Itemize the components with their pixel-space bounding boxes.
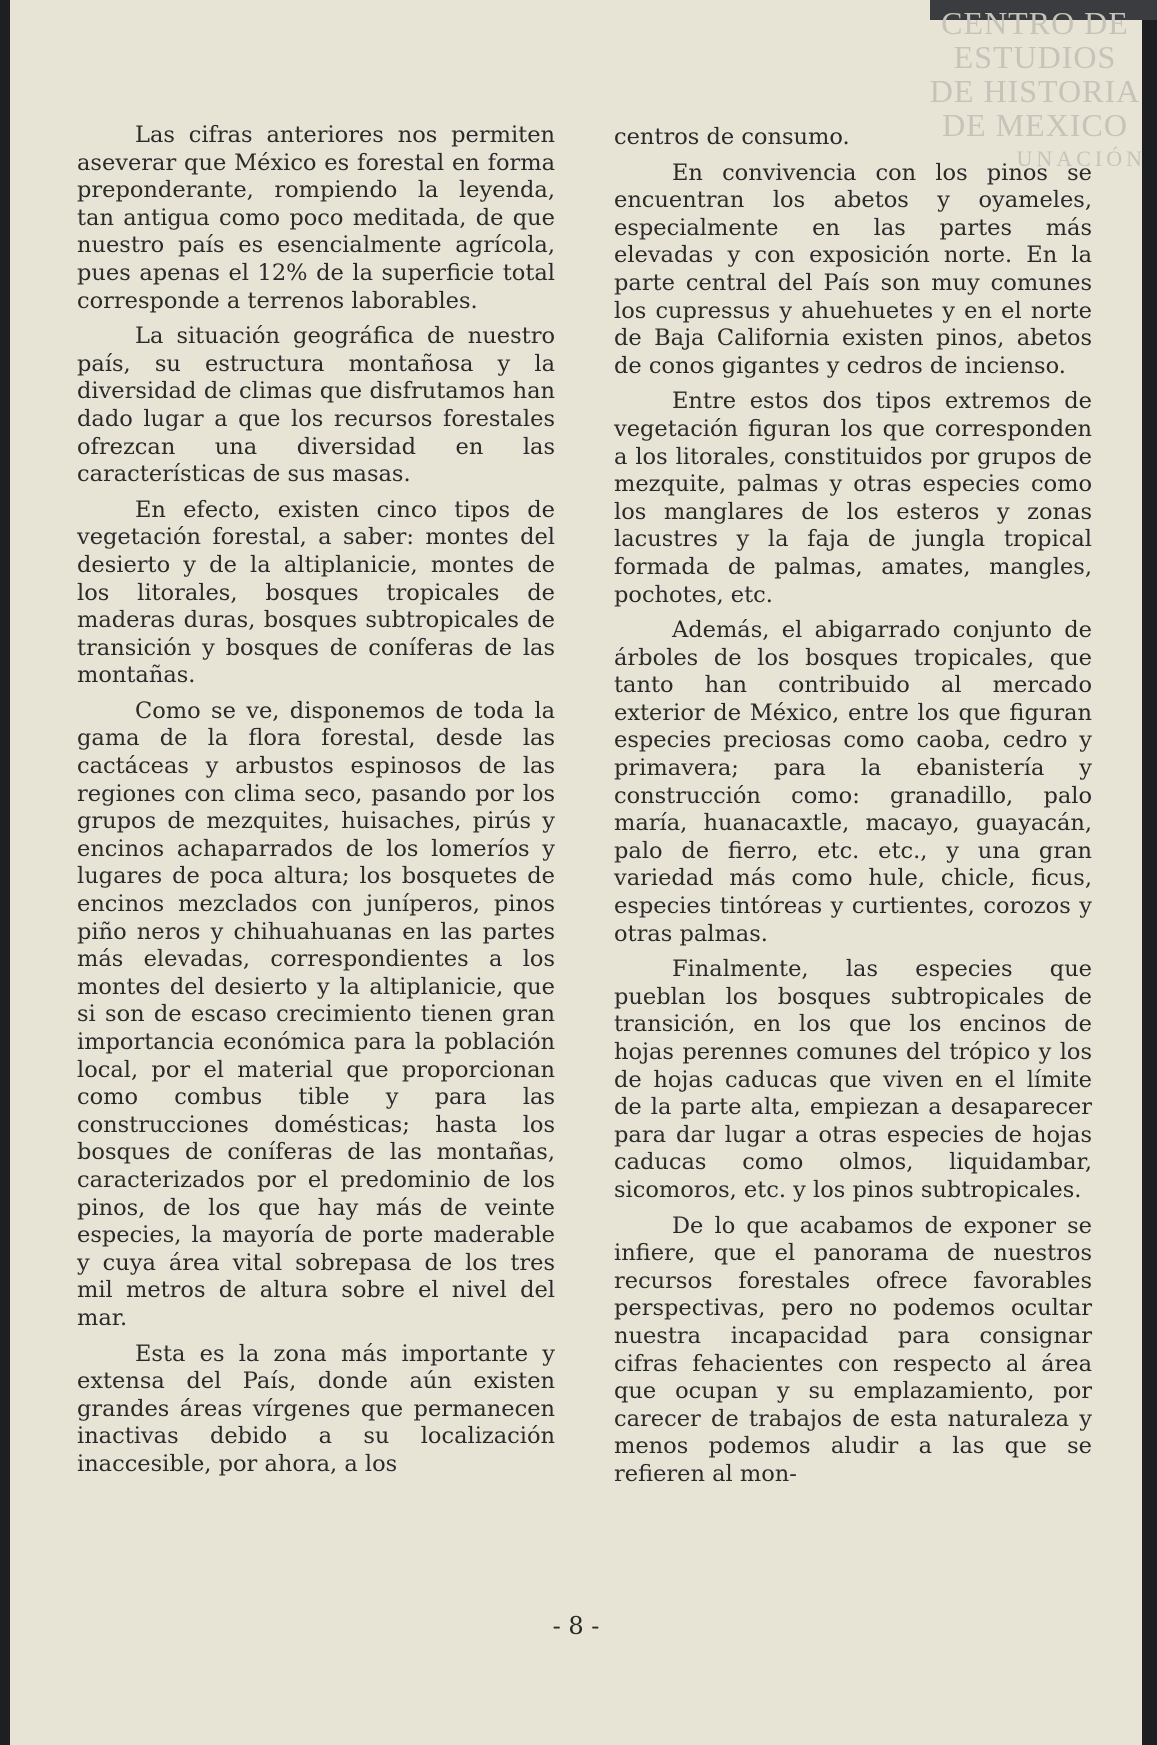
paragraph-continuation: centros de consumo. bbox=[614, 124, 850, 150]
paragraph: Esta es la zona más importante y extensa del País, donde aún existen grandes áreas vírgenes que permanecen inactivas debido a su localización inaccesible, por ahora, a los bbox=[77, 1340, 555, 1477]
paragraph: En convivencia con los pinos se encuentran los abetos y oyameles, especialmente en las partes más elevadas y con exposición norte. En la parte central del País son muy comunes los cupressus y ahuehuetes y en el norte de Baja California existen pinos, abetos de conos gigantes y cedros de incienso. bbox=[614, 159, 1092, 379]
watermark-line: UNACIÓN bbox=[1016, 146, 1146, 171]
paragraph: Las cifras anteriores nos permiten aseverar que México es forestal en forma preponderante, rompiendo la leyenda, tan antigua como poco meditada, de que nuestro país es esencialmente agrícola, pues apenas el 12% de la superficie total corresponde a terrenos laborables. bbox=[77, 122, 555, 314]
paragraph: Entre estos dos tipos extremos de vegetación figuran los que corresponden a los litorales, constituidos por grupos de mezquite, palmas y otras especies como los manglares de los esteros y zonas lacustres y la faja de jungla tropical formada de palmas, amates, mangles, pochotes, etc. bbox=[614, 388, 1092, 608]
paragraph: La situación geográfica de nuestro país, su estructura montañosa y la diversidad de climas que disfrutamos han dado lugar a que los recursos forestales ofrezcan una diversidad en las características de sus masas. bbox=[77, 323, 555, 488]
watermark-line: DE HISTORIA bbox=[929, 73, 1141, 109]
document-page bbox=[10, 0, 1146, 1745]
watermark-line: CENTRO DE bbox=[941, 5, 1129, 41]
paragraph: De lo que acabamos de exponer se infiere, que el panorama de nuestros recursos forestales ofrece favorables perspectivas, pero no podemos ocultar nuestra incapacidad para consignar cifras fehacientes con respecto al área que ocupan y su emplazamiento, por carecer de trabajos de esta naturaleza y menos podemos aludir a las que se refieren al mon- bbox=[614, 1212, 1092, 1487]
watermark-line: DE MEXICO bbox=[942, 107, 1128, 143]
paragraph: Finalmente, las especies que pueblan los bosques subtropicales de transición, en los que los encinos de hojas perennes comunes del trópico y los de hojas caducas que viven en el límite de la parte alta, empiezan a desaparecer para dar lugar a otras especies de hojas caducas como olmos, liquidambar, sicomoros, etc. y los pinos subtropicales. bbox=[614, 956, 1092, 1203]
paragraph: Además, el abigarrado conjunto de árboles de los bosques tropicales, que tanto han contribuido al mercado exterior de México, entre los que figuran especies preciosas como caoba, cedro y primavera; para la ebanistería y construcción como: granadillo, palo maría, huanacaxtle, macayo, guayacán, palo de fierro, etc. etc., y una gran variedad más como hule, chicle, ficus, especies tintóreas y curtientes, corozos y otras palmas. bbox=[614, 617, 1092, 947]
page-number: - 8 - bbox=[552, 1612, 600, 1640]
right-text-column bbox=[614, 124, 1092, 1497]
watermark-line: ESTUDIOS bbox=[953, 39, 1117, 75]
left-text-column bbox=[77, 122, 555, 1487]
paragraph: Como se ve, disponemos de toda la gama de la flora forestal, desde las cactáceas y arbustos espinosos de las regiones con clima seco, pasando por los grupos de mezquites, huisaches, pirús y encinos achaparrados de los lomeríos y lugares de poca altura; los bosquetes de encinos mezclados con juníperos, pinos piño neros y chihuahuanas en las partes más elevadas, correspondientes a los montes del desierto y la altiplanicie, que si son de escaso crecimiento tienen gran importancia económica para la población local, por el material que proporcionan como combus tible y para las construcciones domésticas; hasta los bosques de coníferas de las montañas, caracterizados por el predominio de los pinos, de los que hay más de veinte especies, la mayoría de porte maderable y cuya área vital sobrepasa de los tres mil metros de altura sobre el nivel del mar. bbox=[77, 697, 555, 1331]
paragraph: En efecto, existen cinco tipos de vegetación forestal, a saber: montes del desierto y de la altiplanicie, montes de los litorales, bosques tropicales de maderas duras, bosques subtropicales de transición y bosques de coníferas de las montañas. bbox=[77, 496, 555, 689]
